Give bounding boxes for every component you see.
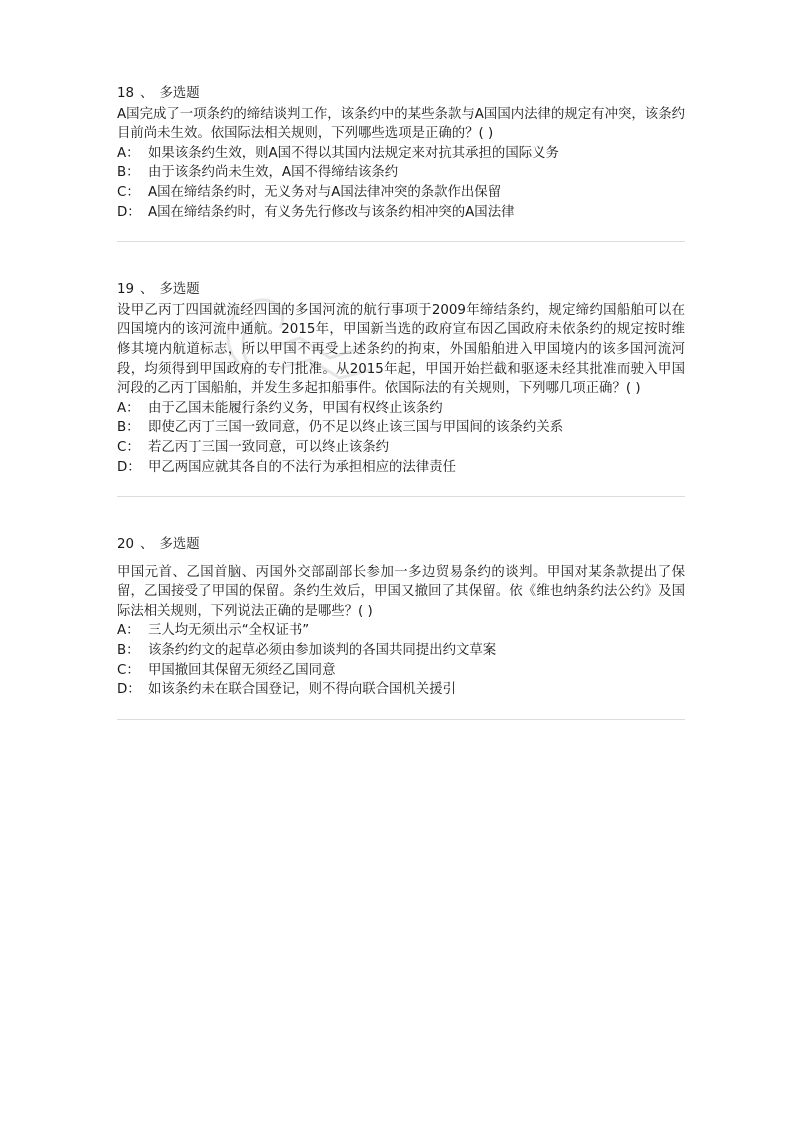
- question-divider: [117, 719, 685, 720]
- option-text: 由于该条约尚未生效，A国不得缔结该条约: [148, 165, 399, 181]
- option-text: A国在缔结条约时，有义务先行修改与该条约相冲突的A国法律: [148, 204, 515, 220]
- option-letter: C：: [117, 184, 140, 200]
- question-divider: [117, 496, 685, 497]
- option-letter: B：: [117, 420, 140, 436]
- option-letter: C：: [117, 439, 140, 455]
- option-text: A国在缔结条约时，无义务对与A国法律冲突的条款作出保留: [148, 184, 502, 200]
- option-text: 甲国撤回其保留无须经乙国同意: [148, 662, 336, 678]
- question-header: [117, 280, 685, 300]
- question-number: 18: [117, 86, 135, 101]
- option-c[interactable]: [117, 661, 685, 681]
- question-divider: [117, 241, 685, 242]
- option-a[interactable]: [117, 399, 685, 419]
- option-letter: D：: [117, 459, 141, 475]
- option-letter: B：: [117, 643, 140, 659]
- option-text: 三人均无须出示“全权证书”: [148, 623, 310, 639]
- option-letter: B：: [117, 165, 140, 181]
- question-number: 19: [117, 282, 135, 298]
- option-b[interactable]: [117, 418, 685, 438]
- option-d[interactable]: [117, 458, 685, 478]
- question-type: 多选题: [159, 537, 200, 553]
- question-separator: 、: [140, 86, 154, 101]
- question-stem: A国完成了一项条约的缔结谈判工作，该条约中的某些条款与A国国内法律的规定有冲突，该条约目前尚未生效。依国际法相关规则，下列哪些选项是正确的？( ): [117, 106, 685, 142]
- option-text: 该条约约文的起草必须由参加谈判的各国共同提出约文草案: [148, 643, 497, 659]
- option-b[interactable]: [117, 163, 685, 183]
- option-letter: D：: [117, 682, 141, 698]
- option-a[interactable]: [117, 621, 685, 641]
- option-text: 即使乙丙丁三国一致同意，仍不足以终止该三国与甲国间的该条约关系: [148, 420, 564, 436]
- option-letter: D：: [117, 204, 141, 220]
- option-a[interactable]: [117, 144, 685, 164]
- option-b[interactable]: [117, 641, 685, 661]
- question-stem: 设甲乙丙丁四国就流经四国的多国河流的航行事项于2009年缔结条约，规定缔约国船舶可以在四国境内的该河流中通航。2015年，甲国新当选的政府宣布因乙国政府未依条约的规定按时维修其境内航道标志，所以甲国不再受上述条约的拘束，外国船舶进入甲国境内的该多国河流河段，均须得到甲国政府的专门批准。从2015年起，甲国开始拦截和驱逐未经其批准而驶入甲国河段的乙丙丁国船舶，并发生多起扣船事件。依国际法的有关规则，下列哪几项正确？( ): [117, 302, 685, 397]
- option-c[interactable]: [117, 438, 685, 458]
- exam-page: [117, 84, 685, 720]
- option-text: 甲乙两国应就其各自的不法行为承担相应的法律责任: [148, 459, 456, 475]
- option-text: 若乙丙丁三国一致同意，可以终止该条约: [148, 439, 390, 455]
- question-20: [117, 535, 685, 720]
- question-separator: 、: [140, 282, 154, 298]
- question-header: [117, 535, 685, 555]
- option-text: 由于乙国未能履行条约义务，甲国有权终止该条约: [148, 400, 443, 416]
- question-stem: 甲国元首、乙国首脑、丙国外交部副部长参加一多边贸易条约的谈判。甲国对某条款提出了保留，乙国接受了甲国的保留。条约生效后，甲国又撤回了其保留。依《维也纳条约法公约》及国际法相关规则，下列说法正确的是哪些？( ): [117, 564, 685, 619]
- question-type: 多选题: [159, 282, 200, 298]
- question-separator: 、: [140, 537, 154, 553]
- option-d[interactable]: [117, 680, 685, 700]
- option-letter: A：: [117, 623, 140, 639]
- option-text: 如该条约未在联合国登记，则不得向联合国机关援引: [148, 682, 456, 698]
- option-text: 如果该条约生效，则A国不得以其国内法规定来对抗其承担的国际义务: [148, 145, 559, 161]
- question-18: [117, 84, 685, 242]
- question-19: [117, 280, 685, 497]
- question-type: 多选题: [159, 86, 200, 101]
- question-header: [117, 84, 685, 104]
- option-d[interactable]: [117, 203, 685, 223]
- option-c[interactable]: [117, 183, 685, 203]
- option-letter: C：: [117, 662, 140, 678]
- option-letter: A：: [117, 145, 140, 161]
- question-number: 20: [117, 537, 135, 553]
- option-letter: A：: [117, 400, 140, 416]
